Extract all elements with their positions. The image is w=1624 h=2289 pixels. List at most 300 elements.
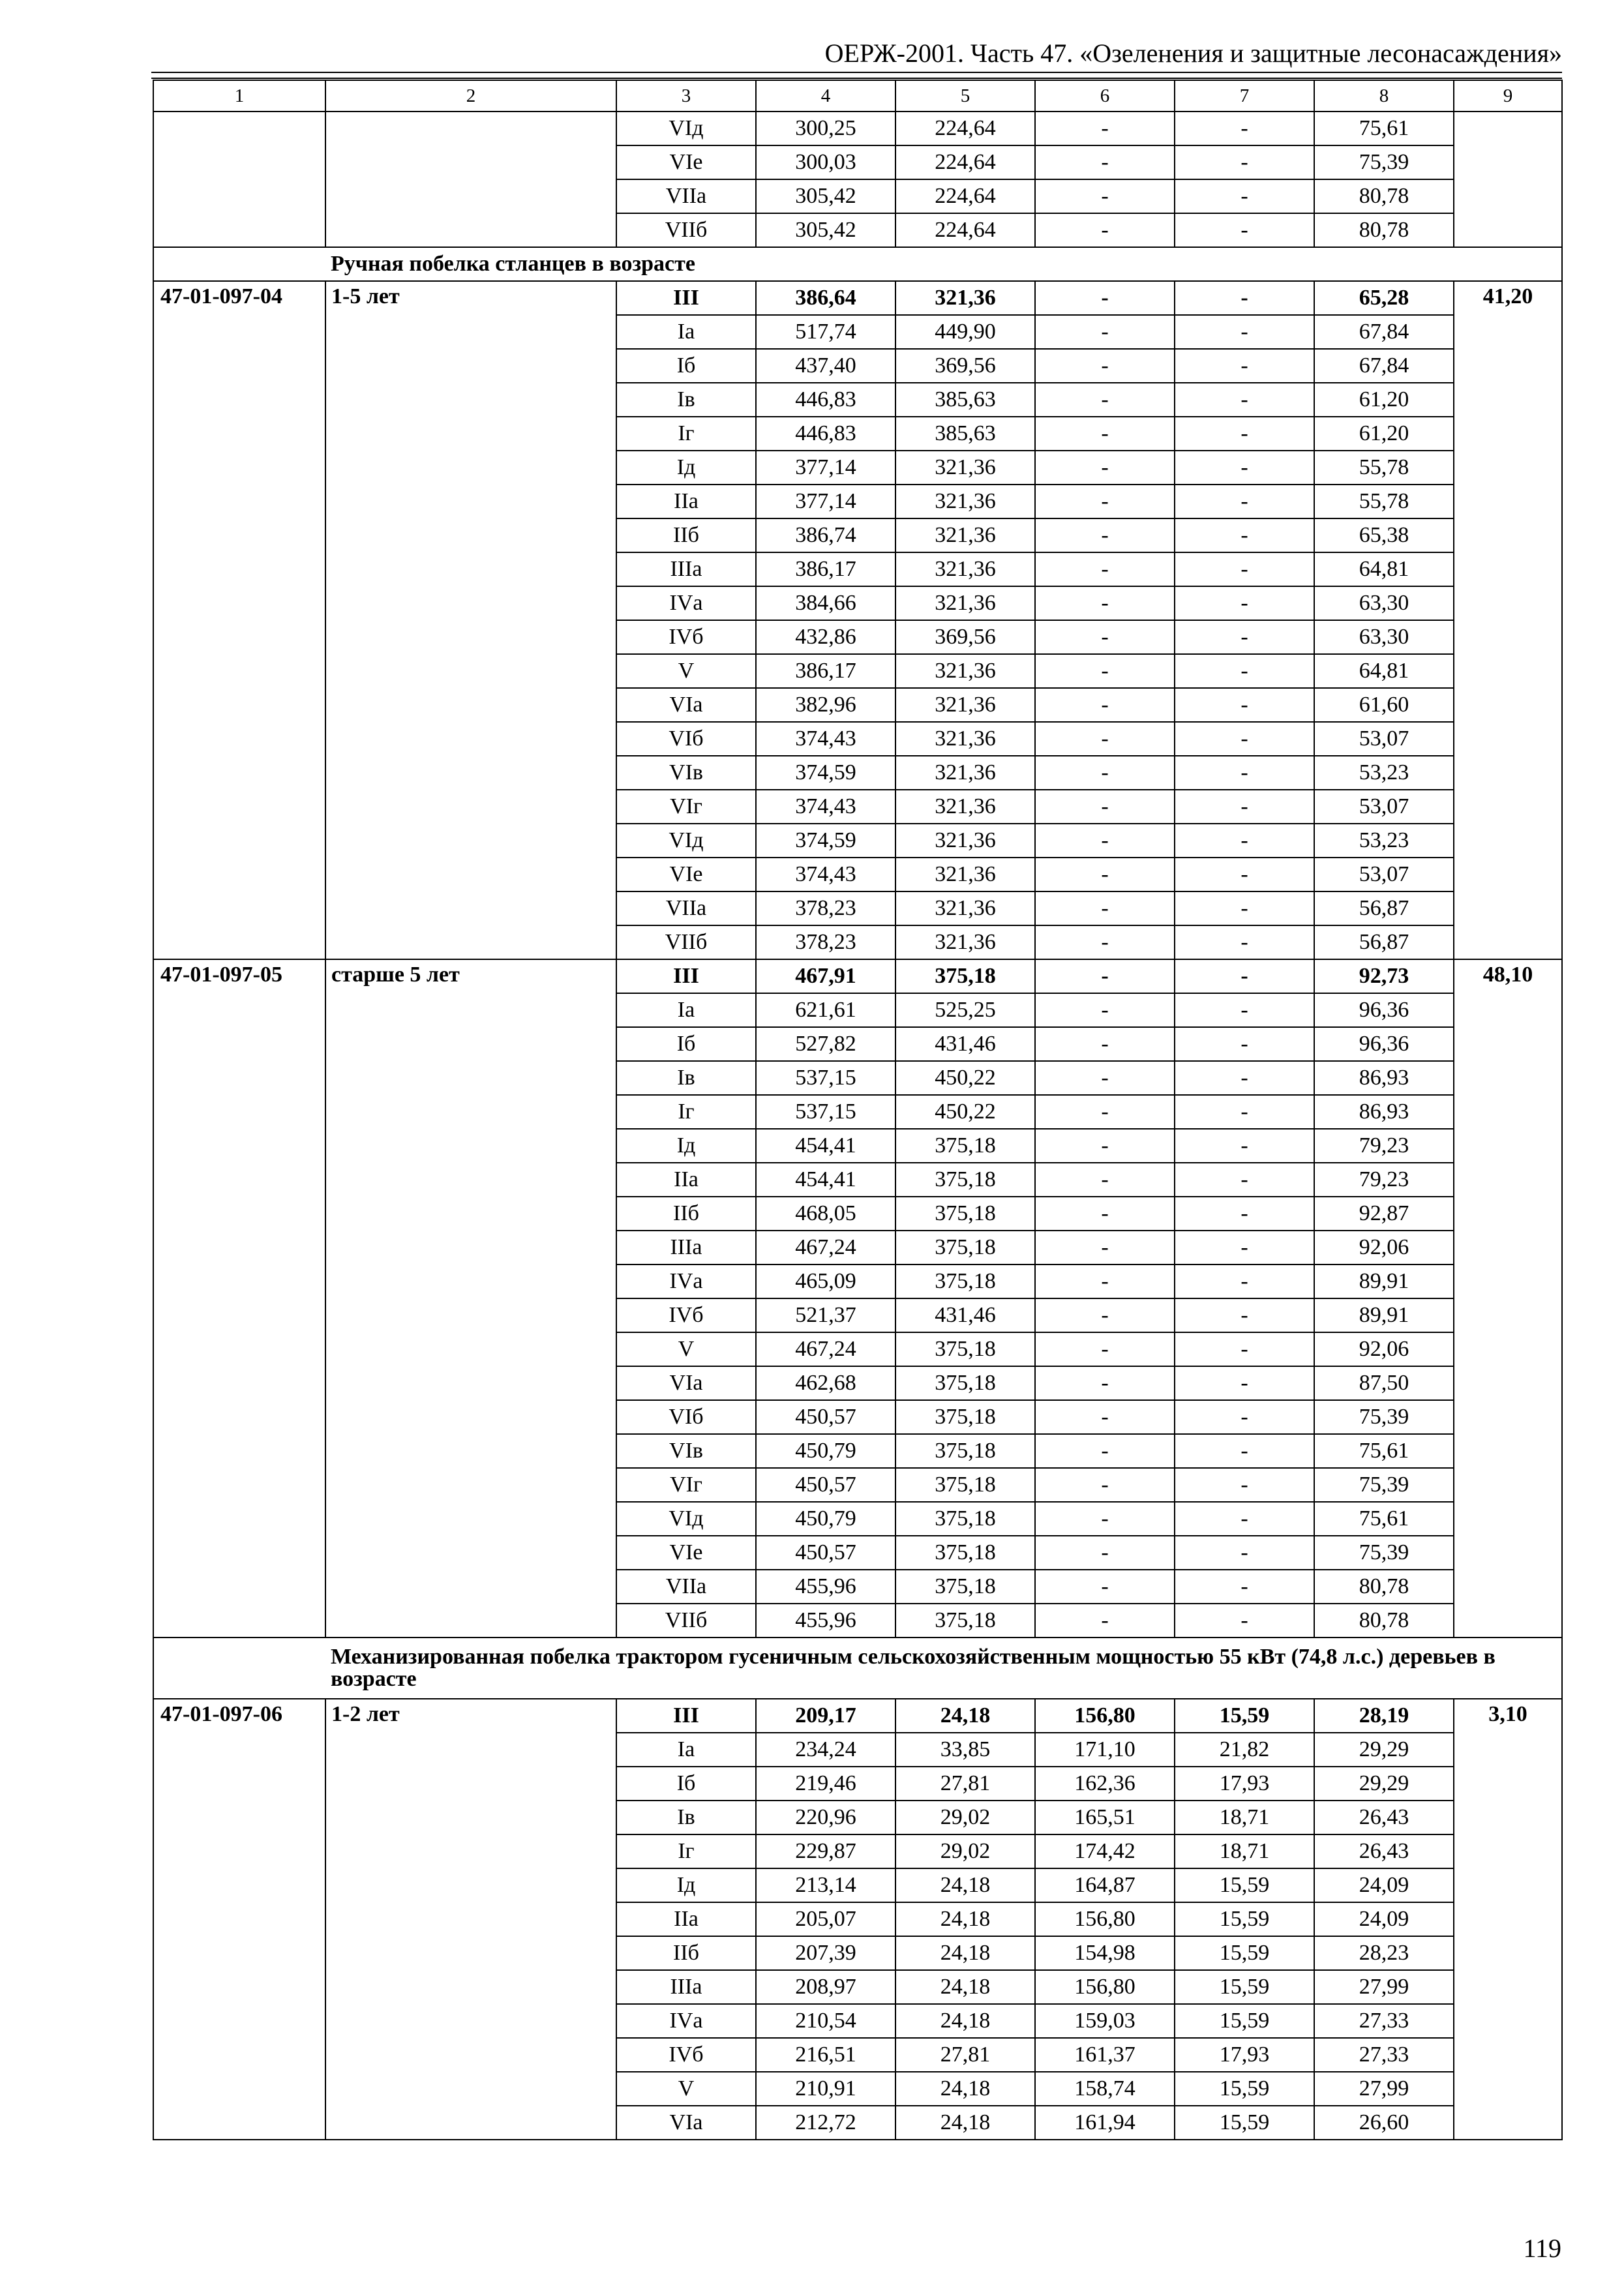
machine-cost-cell: - bbox=[1035, 722, 1175, 756]
zone-cell: Iг bbox=[616, 417, 756, 451]
direct-cost-cell: 374,59 bbox=[756, 824, 895, 858]
materials-cost-cell: 67,84 bbox=[1314, 315, 1454, 349]
direct-cost-cell: 382,96 bbox=[756, 688, 895, 722]
operator-wage-cell: - bbox=[1175, 1231, 1314, 1264]
labor-cost-cell: 27,81 bbox=[895, 1767, 1035, 1801]
materials-cost-cell: 53,23 bbox=[1314, 756, 1454, 790]
materials-cost-cell: 28,19 bbox=[1314, 1699, 1454, 1733]
materials-cost-cell: 27,99 bbox=[1314, 1970, 1454, 2004]
machine-cost-cell: 161,94 bbox=[1035, 2106, 1175, 2140]
labor-cost-cell: 375,18 bbox=[895, 1197, 1035, 1231]
zone-cell: VIд bbox=[616, 1502, 756, 1536]
machine-cost-cell: 154,98 bbox=[1035, 1936, 1175, 1970]
machine-cost-cell: - bbox=[1035, 925, 1175, 959]
operator-wage-cell: 18,71 bbox=[1175, 1834, 1314, 1868]
direct-cost-cell: 455,96 bbox=[756, 1604, 895, 1638]
machine-cost-cell: - bbox=[1035, 145, 1175, 179]
direct-cost-cell: 386,64 bbox=[756, 281, 895, 315]
zone-cell: IIIа bbox=[616, 552, 756, 586]
direct-cost-cell: 384,66 bbox=[756, 586, 895, 620]
zone-cell: Iг bbox=[616, 1834, 756, 1868]
labor-cost-cell: 375,18 bbox=[895, 1570, 1035, 1604]
labor-cost-cell: 385,63 bbox=[895, 417, 1035, 451]
materials-cost-cell: 27,99 bbox=[1314, 2072, 1454, 2106]
operator-wage-cell: - bbox=[1175, 824, 1314, 858]
direct-cost-cell: 462,68 bbox=[756, 1366, 895, 1400]
direct-cost-cell: 209,17 bbox=[756, 1699, 895, 1733]
zone-cell: IIб bbox=[616, 518, 756, 552]
operator-wage-cell: - bbox=[1175, 722, 1314, 756]
machine-cost-cell: - bbox=[1035, 213, 1175, 247]
column-number: 6 bbox=[1035, 80, 1175, 112]
machine-cost-cell: 159,03 bbox=[1035, 2004, 1175, 2038]
machine-cost-cell: - bbox=[1035, 281, 1175, 315]
zone-cell: VIб bbox=[616, 722, 756, 756]
labor-cost-cell: 224,64 bbox=[895, 145, 1035, 179]
zone-cell: VIг bbox=[616, 1468, 756, 1502]
operator-wage-cell: - bbox=[1175, 620, 1314, 654]
operator-wage-cell: - bbox=[1175, 1061, 1314, 1095]
zone-cell: VIб bbox=[616, 1400, 756, 1434]
table-row bbox=[153, 112, 1562, 145]
zone-cell: VIа bbox=[616, 2106, 756, 2140]
labor-cost-cell: 375,18 bbox=[895, 1163, 1035, 1197]
materials-cost-cell: 64,81 bbox=[1314, 552, 1454, 586]
machine-cost-cell: - bbox=[1035, 1400, 1175, 1434]
materials-cost-cell: 63,30 bbox=[1314, 620, 1454, 654]
direct-cost-cell: 537,15 bbox=[756, 1061, 895, 1095]
labor-cost-cell: 321,36 bbox=[895, 586, 1035, 620]
labor-cost-cell: 450,22 bbox=[895, 1061, 1035, 1095]
materials-cost-cell: 56,87 bbox=[1314, 891, 1454, 925]
zone-cell: Iа bbox=[616, 315, 756, 349]
operator-wage-cell: - bbox=[1175, 1129, 1314, 1163]
machine-cost-cell: - bbox=[1035, 1129, 1175, 1163]
operator-wage-cell: - bbox=[1175, 1264, 1314, 1298]
column-number: 5 bbox=[895, 80, 1035, 112]
machine-cost-cell: 161,37 bbox=[1035, 2038, 1175, 2072]
page-number: 119 bbox=[1523, 2234, 1561, 2263]
operator-wage-cell: - bbox=[1175, 383, 1314, 417]
zone-cell: Iа bbox=[616, 993, 756, 1027]
direct-cost-cell: 300,25 bbox=[756, 112, 895, 145]
labor-hours-cell: 41,20 bbox=[1454, 281, 1562, 959]
direct-cost-cell: 210,54 bbox=[756, 2004, 895, 2038]
zone-cell: III bbox=[616, 281, 756, 315]
direct-cost-cell: 220,96 bbox=[756, 1801, 895, 1834]
zone-cell: VIIа bbox=[616, 1570, 756, 1604]
operator-wage-cell: 15,59 bbox=[1175, 2004, 1314, 2038]
zone-cell: VIIа bbox=[616, 179, 756, 213]
direct-cost-cell: 305,42 bbox=[756, 179, 895, 213]
labor-hours-cell bbox=[1454, 112, 1562, 247]
materials-cost-cell: 26,43 bbox=[1314, 1801, 1454, 1834]
machine-cost-cell: - bbox=[1035, 1604, 1175, 1638]
operator-wage-cell: 15,59 bbox=[1175, 1699, 1314, 1733]
materials-cost-cell: 55,78 bbox=[1314, 485, 1454, 518]
labor-cost-cell: 321,36 bbox=[895, 891, 1035, 925]
labor-cost-cell: 29,02 bbox=[895, 1801, 1035, 1834]
direct-cost-cell: 212,72 bbox=[756, 2106, 895, 2140]
zone-cell: VIIб bbox=[616, 213, 756, 247]
direct-cost-cell: 377,14 bbox=[756, 485, 895, 518]
materials-cost-cell: 27,33 bbox=[1314, 2038, 1454, 2072]
zone-cell: Iв bbox=[616, 1801, 756, 1834]
labor-cost-cell: 375,18 bbox=[895, 1332, 1035, 1366]
direct-cost-cell: 455,96 bbox=[756, 1570, 895, 1604]
direct-cost-cell: 468,05 bbox=[756, 1197, 895, 1231]
labor-cost-cell: 33,85 bbox=[895, 1733, 1035, 1767]
section-heading: Механизированная побелка трактором гусеничным сельскохозяйственным мощностью 55 кВт (74,8 л.с.) деревьев в возрасте bbox=[325, 1638, 1562, 1699]
machine-cost-cell: 165,51 bbox=[1035, 1801, 1175, 1834]
materials-cost-cell: 89,91 bbox=[1314, 1264, 1454, 1298]
machine-cost-cell: - bbox=[1035, 1570, 1175, 1604]
labor-cost-cell: 385,63 bbox=[895, 383, 1035, 417]
machine-cost-cell: 171,10 bbox=[1035, 1733, 1175, 1767]
labor-cost-cell: 24,18 bbox=[895, 1902, 1035, 1936]
operator-wage-cell: - bbox=[1175, 858, 1314, 891]
machine-cost-cell: - bbox=[1035, 1027, 1175, 1061]
machine-cost-cell: - bbox=[1035, 1434, 1175, 1468]
direct-cost-cell: 216,51 bbox=[756, 2038, 895, 2072]
materials-cost-cell: 75,39 bbox=[1314, 1400, 1454, 1434]
materials-cost-cell: 27,33 bbox=[1314, 2004, 1454, 2038]
labor-cost-cell: 321,36 bbox=[895, 756, 1035, 790]
materials-cost-cell: 29,29 bbox=[1314, 1733, 1454, 1767]
rates-table bbox=[153, 80, 1563, 2140]
direct-cost-cell: 467,91 bbox=[756, 959, 895, 993]
direct-cost-cell: 386,17 bbox=[756, 654, 895, 688]
materials-cost-cell: 75,61 bbox=[1314, 1502, 1454, 1536]
labor-cost-cell: 375,18 bbox=[895, 1231, 1035, 1264]
zone-cell: Iг bbox=[616, 1095, 756, 1129]
page-header-title: ОЕРЖ-2001. Часть 47. «Озеленения и защитные лесонасаждения» bbox=[824, 38, 1562, 68]
section-heading-row bbox=[153, 1638, 1562, 1699]
labor-cost-cell: 224,64 bbox=[895, 112, 1035, 145]
operator-wage-cell: 17,93 bbox=[1175, 1767, 1314, 1801]
zone-cell: Iб bbox=[616, 1767, 756, 1801]
labor-cost-cell: 375,18 bbox=[895, 1604, 1035, 1638]
operator-wage-cell: - bbox=[1175, 112, 1314, 145]
materials-cost-cell: 86,93 bbox=[1314, 1095, 1454, 1129]
labor-cost-cell: 321,36 bbox=[895, 451, 1035, 485]
labor-cost-cell: 321,36 bbox=[895, 722, 1035, 756]
column-number: 9 bbox=[1454, 80, 1562, 112]
direct-cost-cell: 305,42 bbox=[756, 213, 895, 247]
operator-wage-cell: - bbox=[1175, 1163, 1314, 1197]
direct-cost-cell: 377,14 bbox=[756, 451, 895, 485]
operator-wage-cell: 15,59 bbox=[1175, 2072, 1314, 2106]
operator-wage-cell: 15,59 bbox=[1175, 1936, 1314, 1970]
zone-cell: VIв bbox=[616, 756, 756, 790]
operator-wage-cell: 15,59 bbox=[1175, 2106, 1314, 2140]
direct-cost-cell: 374,43 bbox=[756, 858, 895, 891]
materials-cost-cell: 24,09 bbox=[1314, 1902, 1454, 1936]
labor-cost-cell: 375,18 bbox=[895, 1536, 1035, 1570]
zone-cell: Iа bbox=[616, 1733, 756, 1767]
direct-cost-cell: 517,74 bbox=[756, 315, 895, 349]
zone-cell: III bbox=[616, 959, 756, 993]
zone-cell: IVа bbox=[616, 2004, 756, 2038]
zone-cell: IIIа bbox=[616, 1231, 756, 1264]
labor-cost-cell: 369,56 bbox=[895, 349, 1035, 383]
labor-cost-cell: 321,36 bbox=[895, 518, 1035, 552]
operator-wage-cell: - bbox=[1175, 586, 1314, 620]
header-double-rule bbox=[151, 72, 1562, 79]
operator-wage-cell: - bbox=[1175, 213, 1314, 247]
machine-cost-cell: - bbox=[1035, 756, 1175, 790]
materials-cost-cell: 96,36 bbox=[1314, 993, 1454, 1027]
zone-cell: VIе bbox=[616, 145, 756, 179]
zone-cell: Iд bbox=[616, 1868, 756, 1902]
operator-wage-cell: - bbox=[1175, 1468, 1314, 1502]
materials-cost-cell: 80,78 bbox=[1314, 179, 1454, 213]
labor-cost-cell: 29,02 bbox=[895, 1834, 1035, 1868]
rate-code-cell: 47-01-097-06 bbox=[153, 1699, 325, 2140]
work-description-cell bbox=[325, 112, 616, 247]
machine-cost-cell: - bbox=[1035, 959, 1175, 993]
direct-cost-cell: 467,24 bbox=[756, 1231, 895, 1264]
zone-cell: Iв bbox=[616, 383, 756, 417]
materials-cost-cell: 56,87 bbox=[1314, 925, 1454, 959]
materials-cost-cell: 26,43 bbox=[1314, 1834, 1454, 1868]
labor-cost-cell: 321,36 bbox=[895, 790, 1035, 824]
zone-cell: IVб bbox=[616, 620, 756, 654]
machine-cost-cell: - bbox=[1035, 1197, 1175, 1231]
materials-cost-cell: 53,07 bbox=[1314, 858, 1454, 891]
labor-cost-cell: 321,36 bbox=[895, 485, 1035, 518]
direct-cost-cell: 450,57 bbox=[756, 1536, 895, 1570]
zone-cell: VIIа bbox=[616, 891, 756, 925]
materials-cost-cell: 92,73 bbox=[1314, 959, 1454, 993]
machine-cost-cell: - bbox=[1035, 586, 1175, 620]
materials-cost-cell: 79,23 bbox=[1314, 1163, 1454, 1197]
direct-cost-cell: 234,24 bbox=[756, 1733, 895, 1767]
zone-cell: VIе bbox=[616, 858, 756, 891]
zone-cell: IIа bbox=[616, 485, 756, 518]
zone-cell: VIе bbox=[616, 1536, 756, 1570]
labor-cost-cell: 224,64 bbox=[895, 213, 1035, 247]
direct-cost-cell: 378,23 bbox=[756, 925, 895, 959]
labor-hours-cell: 3,10 bbox=[1454, 1699, 1562, 2140]
direct-cost-cell: 205,07 bbox=[756, 1902, 895, 1936]
materials-cost-cell: 92,06 bbox=[1314, 1231, 1454, 1264]
labor-cost-cell: 450,22 bbox=[895, 1095, 1035, 1129]
work-description-cell: старше 5 лет bbox=[325, 959, 616, 1638]
labor-cost-cell: 24,18 bbox=[895, 1868, 1035, 1902]
zone-cell: Iв bbox=[616, 1061, 756, 1095]
operator-wage-cell: - bbox=[1175, 417, 1314, 451]
operator-wage-cell: 17,93 bbox=[1175, 2038, 1314, 2072]
machine-cost-cell: - bbox=[1035, 179, 1175, 213]
rates-table-container bbox=[153, 80, 1561, 2140]
section-blank-cell bbox=[153, 247, 325, 281]
section-heading: Ручная побелка стланцев в возрасте bbox=[325, 247, 1562, 281]
labor-cost-cell: 27,81 bbox=[895, 2038, 1035, 2072]
machine-cost-cell: - bbox=[1035, 1536, 1175, 1570]
operator-wage-cell: - bbox=[1175, 145, 1314, 179]
labor-cost-cell: 375,18 bbox=[895, 1502, 1035, 1536]
zone-cell: Iд bbox=[616, 1129, 756, 1163]
operator-wage-cell: - bbox=[1175, 1332, 1314, 1366]
direct-cost-cell: 450,79 bbox=[756, 1434, 895, 1468]
zone-cell: VIд bbox=[616, 112, 756, 145]
column-number: 1 bbox=[153, 80, 325, 112]
labor-cost-cell: 24,18 bbox=[895, 1699, 1035, 1733]
operator-wage-cell: - bbox=[1175, 552, 1314, 586]
operator-wage-cell: - bbox=[1175, 891, 1314, 925]
direct-cost-cell: 374,43 bbox=[756, 722, 895, 756]
direct-cost-cell: 621,61 bbox=[756, 993, 895, 1027]
materials-cost-cell: 96,36 bbox=[1314, 1027, 1454, 1061]
operator-wage-cell: - bbox=[1175, 1400, 1314, 1434]
direct-cost-cell: 432,86 bbox=[756, 620, 895, 654]
direct-cost-cell: 207,39 bbox=[756, 1936, 895, 1970]
labor-cost-cell: 24,18 bbox=[895, 1970, 1035, 2004]
operator-wage-cell: - bbox=[1175, 756, 1314, 790]
materials-cost-cell: 64,81 bbox=[1314, 654, 1454, 688]
machine-cost-cell: 158,74 bbox=[1035, 2072, 1175, 2106]
labor-cost-cell: 321,36 bbox=[895, 552, 1035, 586]
materials-cost-cell: 53,07 bbox=[1314, 722, 1454, 756]
materials-cost-cell: 61,20 bbox=[1314, 383, 1454, 417]
labor-cost-cell: 375,18 bbox=[895, 1264, 1035, 1298]
machine-cost-cell: - bbox=[1035, 858, 1175, 891]
operator-wage-cell: 15,59 bbox=[1175, 1868, 1314, 1902]
column-number: 3 bbox=[616, 80, 756, 112]
operator-wage-cell: - bbox=[1175, 451, 1314, 485]
materials-cost-cell: 63,30 bbox=[1314, 586, 1454, 620]
machine-cost-cell: - bbox=[1035, 620, 1175, 654]
machine-cost-cell: - bbox=[1035, 891, 1175, 925]
operator-wage-cell: - bbox=[1175, 179, 1314, 213]
materials-cost-cell: 29,29 bbox=[1314, 1767, 1454, 1801]
table-row bbox=[153, 1699, 1562, 1733]
rate-code-cell: 47-01-097-04 bbox=[153, 281, 325, 959]
direct-cost-cell: 229,87 bbox=[756, 1834, 895, 1868]
zone-cell: VIв bbox=[616, 1434, 756, 1468]
labor-cost-cell: 375,18 bbox=[895, 1366, 1035, 1400]
labor-cost-cell: 224,64 bbox=[895, 179, 1035, 213]
machine-cost-cell: - bbox=[1035, 1264, 1175, 1298]
operator-wage-cell: - bbox=[1175, 1197, 1314, 1231]
labor-cost-cell: 321,36 bbox=[895, 688, 1035, 722]
operator-wage-cell: 18,71 bbox=[1175, 1801, 1314, 1834]
zone-cell: IVа bbox=[616, 586, 756, 620]
zone-cell: IIа bbox=[616, 1902, 756, 1936]
operator-wage-cell: - bbox=[1175, 790, 1314, 824]
materials-cost-cell: 92,87 bbox=[1314, 1197, 1454, 1231]
zone-cell: Iд bbox=[616, 451, 756, 485]
direct-cost-cell: 300,03 bbox=[756, 145, 895, 179]
zone-cell: V bbox=[616, 654, 756, 688]
labor-cost-cell: 375,18 bbox=[895, 1400, 1035, 1434]
direct-cost-cell: 437,40 bbox=[756, 349, 895, 383]
column-number-row bbox=[153, 80, 1562, 112]
machine-cost-cell: 174,42 bbox=[1035, 1834, 1175, 1868]
machine-cost-cell: - bbox=[1035, 1231, 1175, 1264]
labor-cost-cell: 24,18 bbox=[895, 2072, 1035, 2106]
materials-cost-cell: 80,78 bbox=[1314, 1570, 1454, 1604]
zone-cell: VIа bbox=[616, 688, 756, 722]
zone-cell: VIг bbox=[616, 790, 756, 824]
machine-cost-cell: - bbox=[1035, 1332, 1175, 1366]
direct-cost-cell: 446,83 bbox=[756, 383, 895, 417]
direct-cost-cell: 465,09 bbox=[756, 1264, 895, 1298]
machine-cost-cell: - bbox=[1035, 1366, 1175, 1400]
machine-cost-cell: - bbox=[1035, 993, 1175, 1027]
section-heading-row bbox=[153, 247, 1562, 281]
labor-cost-cell: 375,18 bbox=[895, 1468, 1035, 1502]
labor-cost-cell: 369,56 bbox=[895, 620, 1035, 654]
operator-wage-cell: - bbox=[1175, 281, 1314, 315]
work-description-cell: 1-5 лет bbox=[325, 281, 616, 959]
materials-cost-cell: 75,61 bbox=[1314, 112, 1454, 145]
labor-cost-cell: 375,18 bbox=[895, 959, 1035, 993]
operator-wage-cell: - bbox=[1175, 993, 1314, 1027]
labor-cost-cell: 321,36 bbox=[895, 654, 1035, 688]
direct-cost-cell: 374,59 bbox=[756, 756, 895, 790]
operator-wage-cell: 15,59 bbox=[1175, 1902, 1314, 1936]
direct-cost-cell: 450,57 bbox=[756, 1468, 895, 1502]
direct-cost-cell: 219,46 bbox=[756, 1767, 895, 1801]
direct-cost-cell: 386,17 bbox=[756, 552, 895, 586]
machine-cost-cell: - bbox=[1035, 349, 1175, 383]
direct-cost-cell: 378,23 bbox=[756, 891, 895, 925]
labor-cost-cell: 525,25 bbox=[895, 993, 1035, 1027]
zone-cell: VIIб bbox=[616, 925, 756, 959]
materials-cost-cell: 24,09 bbox=[1314, 1868, 1454, 1902]
operator-wage-cell: - bbox=[1175, 959, 1314, 993]
zone-cell: V bbox=[616, 2072, 756, 2106]
materials-cost-cell: 67,84 bbox=[1314, 349, 1454, 383]
materials-cost-cell: 61,20 bbox=[1314, 417, 1454, 451]
operator-wage-cell: - bbox=[1175, 1366, 1314, 1400]
operator-wage-cell: - bbox=[1175, 485, 1314, 518]
column-number: 2 bbox=[325, 80, 616, 112]
materials-cost-cell: 75,39 bbox=[1314, 1536, 1454, 1570]
machine-cost-cell: - bbox=[1035, 315, 1175, 349]
rates-table-body bbox=[153, 80, 1562, 2140]
zone-cell: IVб bbox=[616, 2038, 756, 2072]
direct-cost-cell: 450,57 bbox=[756, 1400, 895, 1434]
machine-cost-cell: - bbox=[1035, 1163, 1175, 1197]
direct-cost-cell: 537,15 bbox=[756, 1095, 895, 1129]
direct-cost-cell: 446,83 bbox=[756, 417, 895, 451]
operator-wage-cell: - bbox=[1175, 1604, 1314, 1638]
labor-cost-cell: 321,36 bbox=[895, 858, 1035, 891]
direct-cost-cell: 527,82 bbox=[756, 1027, 895, 1061]
materials-cost-cell: 55,78 bbox=[1314, 451, 1454, 485]
machine-cost-cell: 164,87 bbox=[1035, 1868, 1175, 1902]
table-row bbox=[153, 959, 1562, 993]
zone-cell: IVа bbox=[616, 1264, 756, 1298]
column-number: 7 bbox=[1175, 80, 1314, 112]
labor-cost-cell: 321,36 bbox=[895, 925, 1035, 959]
operator-wage-cell: - bbox=[1175, 1027, 1314, 1061]
machine-cost-cell: - bbox=[1035, 112, 1175, 145]
materials-cost-cell: 65,38 bbox=[1314, 518, 1454, 552]
operator-wage-cell: 15,59 bbox=[1175, 1970, 1314, 2004]
labor-cost-cell: 24,18 bbox=[895, 1936, 1035, 1970]
labor-cost-cell: 321,36 bbox=[895, 281, 1035, 315]
labor-cost-cell: 431,46 bbox=[895, 1298, 1035, 1332]
materials-cost-cell: 92,06 bbox=[1314, 1332, 1454, 1366]
operator-wage-cell: - bbox=[1175, 1298, 1314, 1332]
materials-cost-cell: 75,61 bbox=[1314, 1434, 1454, 1468]
zone-cell: VIа bbox=[616, 1366, 756, 1400]
operator-wage-cell: - bbox=[1175, 1095, 1314, 1129]
